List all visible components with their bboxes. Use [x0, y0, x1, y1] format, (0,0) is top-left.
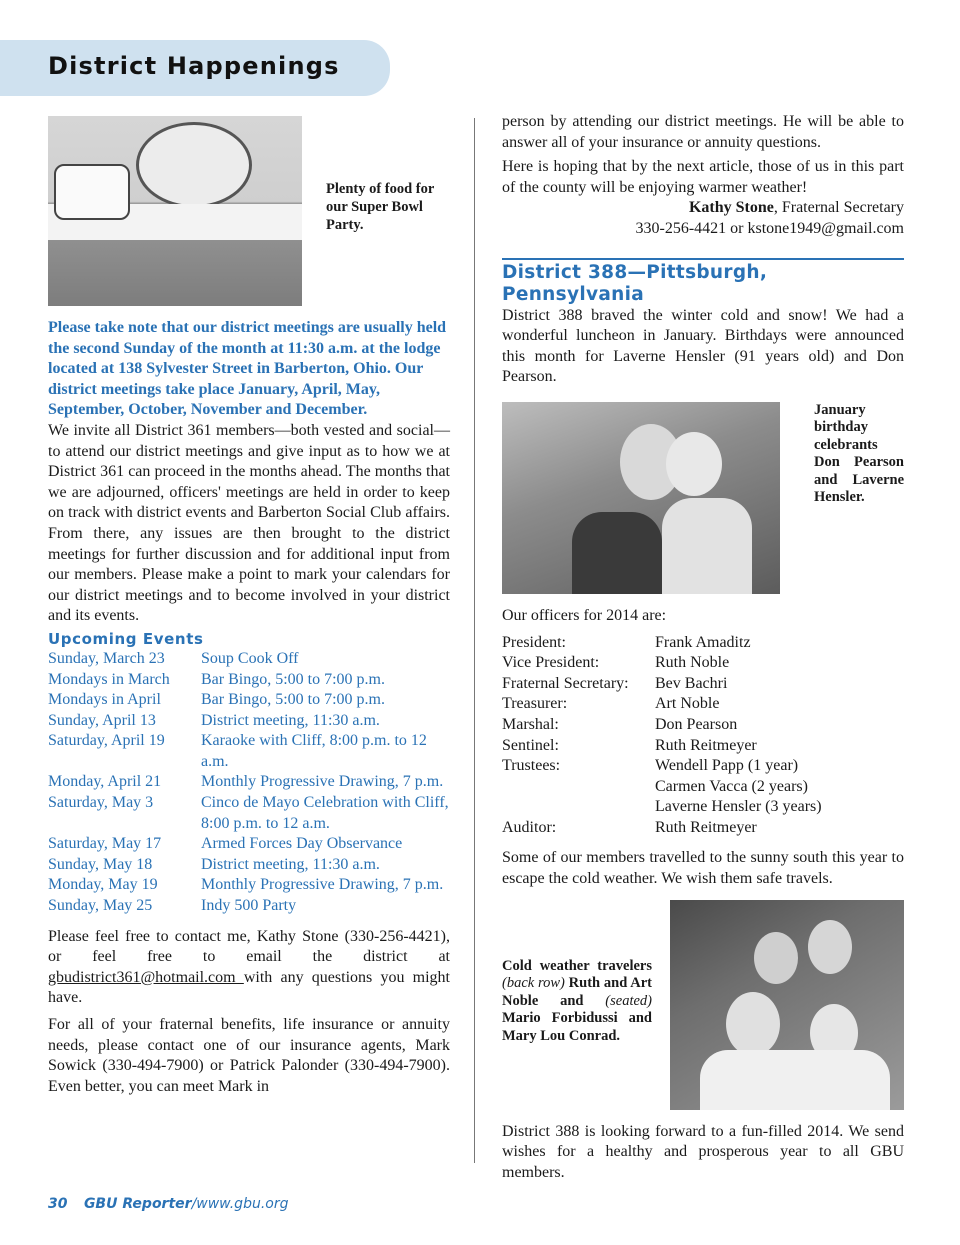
roaster-pan: [54, 164, 130, 220]
travel-photo-block: [502, 900, 904, 1110]
event-description: Monthly Progressive Drawing, 7 p.m.: [201, 876, 444, 894]
email-link[interactable]: gbudistrict361@hotmail.com: [48, 968, 244, 986]
contact-text-end: with any questions you might have.: [48, 968, 451, 1007]
officer-row: [502, 756, 822, 777]
officer-name: Art Noble: [655, 695, 720, 713]
officer-name: Carmen Vacca (2 years): [655, 777, 808, 795]
travel-caption-names-2: Mario Forbidussi and Mary Lou Conrad.: [502, 1010, 652, 1044]
page-footer: [48, 1196, 289, 1212]
travel-paragraph: Some of our members travelled to the sunny south this year to escape the cold weather. We wish them safe travels.: [502, 849, 904, 888]
officer-row: [502, 694, 822, 715]
event-row: [48, 834, 450, 855]
event-date: Saturday, April 19: [48, 732, 165, 750]
event-description: Bar Bingo, 5:00 to 7:00 p.m.: [201, 691, 385, 709]
event-date: Sunday, May 25: [48, 897, 153, 915]
officer-row: [502, 653, 822, 674]
officer-row: [502, 633, 822, 654]
officer-row: [502, 818, 822, 839]
officer-role: Fraternal Secretary:: [502, 674, 629, 692]
event-date: Sunday, April 13: [48, 711, 156, 729]
event-row: [48, 731, 450, 772]
events-table: [48, 649, 450, 917]
signature-contact: 330-256-4421 or kstone1949@gmail.com: [635, 219, 904, 237]
art-face: [808, 920, 852, 974]
officer-role: [502, 777, 655, 798]
event-date: Monday, May 19: [48, 876, 158, 894]
event-date: Saturday, May 3: [48, 794, 154, 812]
column-divider: [474, 118, 475, 1163]
event-description: District meeting, 11:30 a.m.: [201, 711, 380, 729]
event-date: Mondays in March: [48, 670, 170, 688]
officer-name: Wendell Papp (1 year): [655, 757, 799, 775]
magazine-name: GBU Reporter: [83, 1196, 192, 1212]
signature-title: , Fraternal Secretary: [773, 199, 904, 217]
event-date: Mondays in April: [48, 691, 161, 709]
officer-row: [502, 797, 822, 818]
officer-row: [502, 777, 822, 798]
page-number: 30: [48, 1196, 68, 1212]
event-description: District meeting, 11:30 a.m.: [201, 855, 380, 873]
travel-caption-lead: Cold weather travelers: [502, 957, 652, 974]
officer-name: Don Pearson: [655, 715, 738, 733]
event-row: [48, 793, 450, 834]
event-row: [48, 772, 450, 793]
officers-table: [502, 633, 822, 839]
event-description: Cinco de Mayo Celebration with Cliff, 8:00 p.m. to 12 a.m.: [201, 794, 449, 832]
event-date: Sunday, March 23: [48, 649, 165, 667]
meeting-invite: We invite all District 361 members—both vested and social—to attend our district meetings and give input as to how we at District 361 can proceed in the months ahead. The months that we are adjourned, officers' meetings are held in order to keep on track with district events and Barberton Social Club affairs. From there, any issues are then brought to the district meetings for further discussion and for additional input from our members. Please make a point to mark your calendars for our district meetings and to become involved in your district and its events.: [48, 421, 450, 625]
event-row: [48, 896, 450, 917]
officer-name: Ruth Reitmeyer: [655, 818, 757, 836]
event-description: Bar Bingo, 5:00 to 7:00 p.m.: [201, 670, 385, 688]
officer-name: Ruth Reitmeyer: [655, 736, 757, 754]
super-bowl-food-photo: [48, 116, 302, 306]
officer-role: Marshal:: [502, 715, 559, 733]
travel-caption: [502, 958, 652, 1046]
event-row: [48, 855, 450, 876]
event-description: Armed Forces Day Observance: [201, 835, 403, 853]
continued-paragraph: person by attending our district meetings. He will be able to answer all of your insurance or annuity questions.: [502, 113, 904, 151]
officer-role: Vice President:: [502, 654, 600, 672]
upcoming-events-heading: Upcoming Events: [48, 629, 204, 648]
contact-text: Please feel free to contact me, Kathy Stone (330-256-4421), or feel free to email the district at: [48, 927, 450, 966]
footer-url[interactable]: /www.gbu.org: [191, 1196, 289, 1212]
officer-role: President:: [502, 633, 566, 651]
travel-caption-names-1: Ruth and Art Noble and: [502, 975, 652, 1009]
district-388-intro: District 388 braved the winter cold and snow! We had a wonderful luncheon in January. Birthdays were announced this month for Laverne Hensler (91 years old) and Don Pearson.: [502, 306, 904, 386]
event-row: [48, 690, 450, 711]
officer-name: Bev Bachri: [655, 674, 728, 692]
event-date: Monday, April 21: [48, 773, 162, 791]
travel-caption-seated: (seated): [605, 992, 652, 1009]
officer-role: [502, 797, 655, 818]
officer-role: Sentinel:: [502, 736, 559, 754]
officer-row: [502, 736, 822, 757]
officer-name: Frank Amaditz: [655, 633, 751, 651]
closing-paragraph: District 388 is looking forward to a fun-filled 2014. We send wishes for a healthy and prosperous year to all GBU members.: [502, 1122, 904, 1181]
food-photo-caption: Plenty of food for our Super Bowl Party.: [326, 181, 435, 233]
contact-paragraph: [48, 927, 450, 1009]
ruth-face: [754, 932, 798, 984]
event-row: [48, 649, 450, 670]
meeting-note: Please take note that our district meetings are usually held the second Sunday of the month at 11:30 a.m. at the lodge located at 138 Sylvester Street in Barberton, Ohio. Our district meetings take place January, April, May, September, October, November and December.: [48, 319, 447, 419]
officers-intro: Our officers for 2014 are:: [502, 606, 667, 624]
district-banner: [136, 122, 252, 208]
district-388-heading: District 388—Pittsburgh, Pennsylvania: [502, 258, 904, 306]
woman-sweater: [662, 498, 752, 594]
officer-name: Ruth Noble: [655, 654, 730, 672]
event-description: Indy 500 Party: [201, 897, 297, 915]
event-date: Saturday, May 17: [48, 835, 162, 853]
event-row: [48, 670, 450, 691]
seated-couple-clothing: [700, 1050, 890, 1110]
food-photo-block: [48, 116, 450, 306]
officer-role: Auditor:: [502, 818, 557, 836]
event-description: Soup Cook Off: [201, 649, 299, 667]
officer-row: [502, 715, 822, 736]
signature: [502, 198, 904, 219]
signature-name: Kathy Stone: [688, 199, 774, 217]
benefits-paragraph: For all of your fraternal benefits, life insurance or annuity needs, please contact one of our insurance agents, Mark Sowick (330-494-7900) or Patrick Palonder (330-494-7900). Even better, you can meet Mark in: [48, 1016, 450, 1095]
man-jacket: [572, 512, 662, 594]
left-column: [48, 116, 450, 1097]
event-description: Karaoke with Cliff, 8:00 p.m. to 12 a.m.: [201, 732, 427, 770]
birthday-photo-block: [502, 402, 904, 594]
section-title: District Happenings: [48, 52, 340, 80]
event-row: [48, 875, 450, 896]
officer-name: Laverne Hensler (3 years): [655, 798, 822, 816]
birthday-caption: January birthday celebrants Don Pearson and Laverne Hensler.: [814, 401, 904, 506]
officer-row: [502, 674, 822, 695]
event-description: Monthly Progressive Drawing, 7 p.m.: [201, 773, 444, 791]
hoping-paragraph: Here is hoping that by the next article, those of us in this part of the county will be enjoying warmer weather!: [502, 158, 904, 196]
birthday-celebrants-photo: [502, 402, 780, 594]
event-row: [48, 711, 450, 732]
travelers-photo: [670, 900, 904, 1110]
officer-role: Trustees:: [502, 757, 561, 775]
travel-caption-backrow: (back row): [502, 975, 565, 992]
officer-role: Treasurer:: [502, 695, 568, 713]
event-date: Sunday, May 18: [48, 855, 153, 873]
right-column: [502, 112, 904, 1183]
woman-face: [666, 432, 722, 496]
mario-face: [726, 992, 780, 1056]
